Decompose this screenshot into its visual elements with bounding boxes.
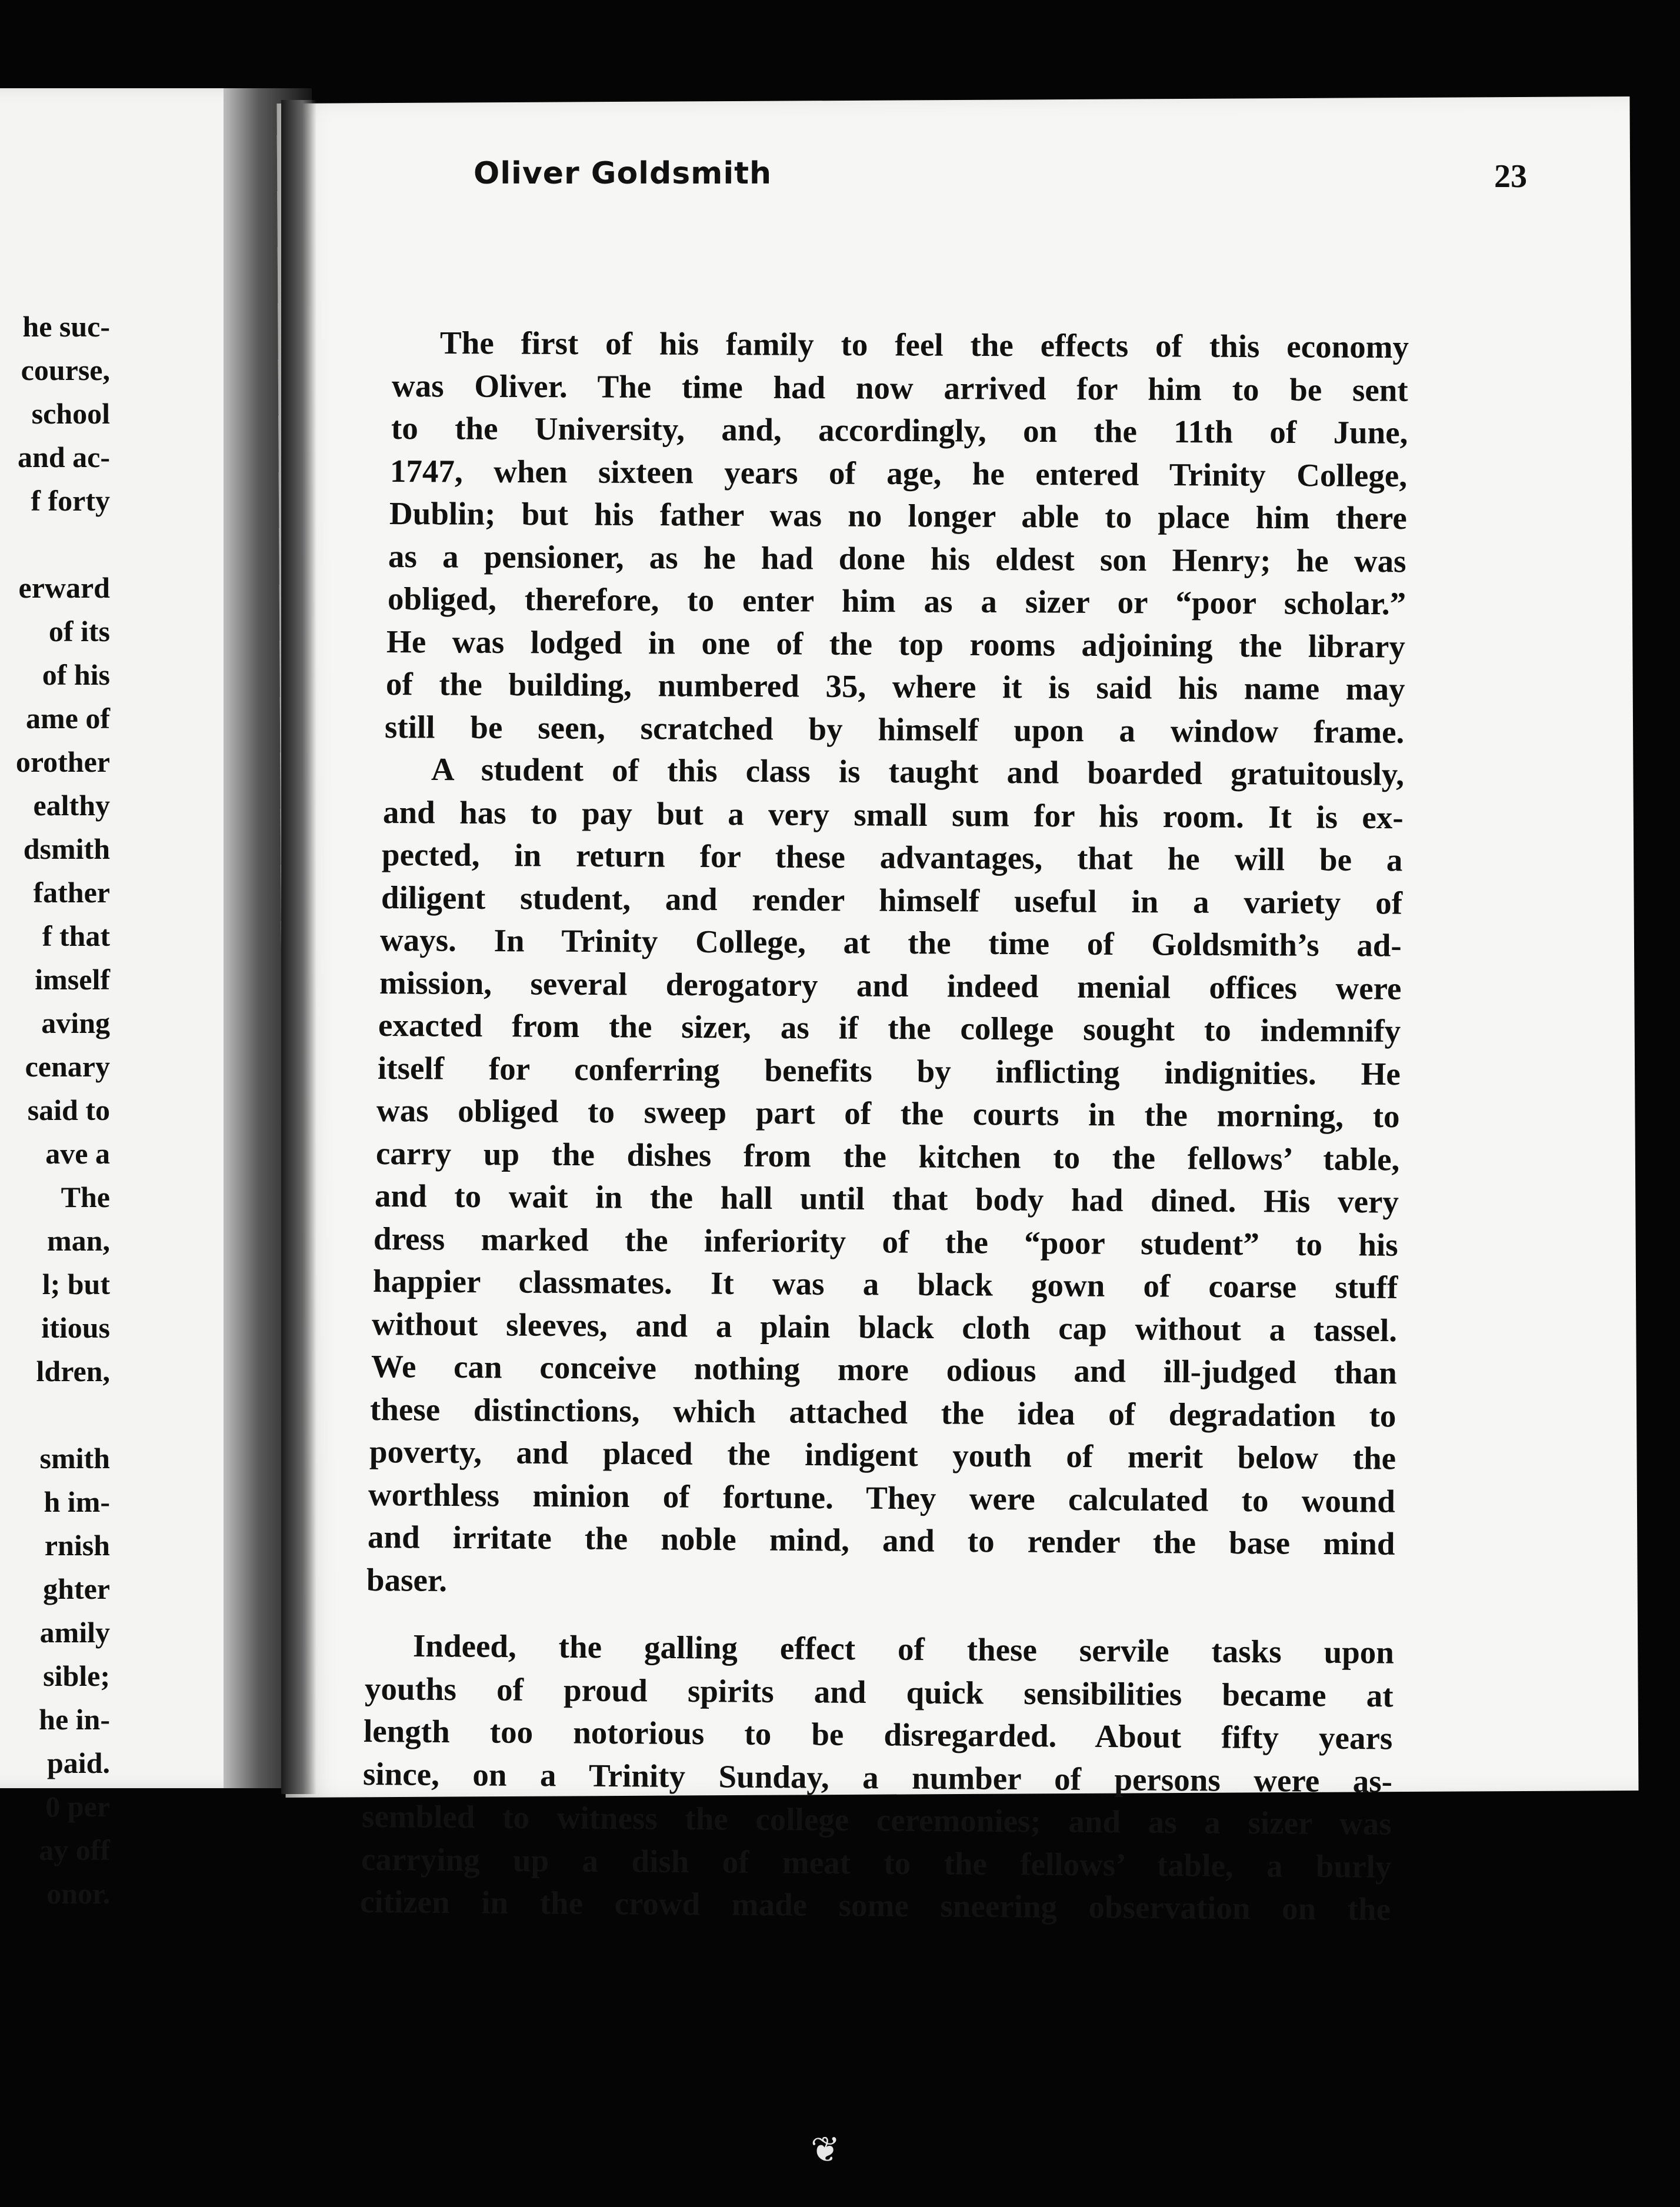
- left-page-line: The: [61, 1181, 110, 1213]
- left-page-line: man,: [47, 1224, 110, 1257]
- left-page-line: onor.: [46, 1877, 110, 1910]
- left-page-line: f that: [42, 919, 110, 952]
- left-page-line: imself: [35, 963, 110, 996]
- body-line: pected, in return for these advantages, that he will be a: [382, 836, 1403, 878]
- body-line: carrying up a dish of meat to the fellows’ table, a burly: [361, 1841, 1392, 1885]
- body-line: without sleeves, and a plain black cloth cap without a tassel.: [372, 1305, 1398, 1348]
- left-page-line: dsmith: [23, 832, 110, 865]
- left-page-line: itious: [41, 1311, 110, 1344]
- body-line: and has to pay but a very small sum for his room. It is ex-: [382, 794, 1404, 835]
- body-line: We can conceive nothing more odious and ill-judged than: [371, 1348, 1397, 1391]
- left-page-line: 0 per: [45, 1790, 110, 1823]
- body-line: and to wait in the hall until that body had dined. His very: [374, 1178, 1399, 1220]
- body-line: as a pensioner, as he had done his eldest son Henry; he was: [388, 538, 1406, 579]
- body-line: since, on a Trinity Sunday, a number of persons were as-: [362, 1755, 1393, 1799]
- body-line: length too notorious to be disregarded. About fifty years: [364, 1713, 1393, 1756]
- body-line: He was lodged in one of the top rooms adjoining the library: [386, 623, 1406, 665]
- body-line: ways. In Trinity College, at the time of Goldsmith’s ad-: [380, 922, 1402, 964]
- body-line: Dublin; but his father was no longer able to place him there: [389, 495, 1407, 536]
- left-page-line: ealthy: [33, 789, 110, 822]
- left-page-line: erward: [18, 571, 110, 604]
- left-page-line: he in-: [39, 1703, 110, 1736]
- running-title: Oliver Goldsmith: [474, 156, 772, 191]
- body-line: was obliged to sweep part of the courts in the morning, to: [376, 1092, 1400, 1135]
- left-page-line: school: [31, 397, 110, 430]
- left-page-line: aving: [41, 1006, 110, 1039]
- left-page-line: ame of: [26, 702, 110, 735]
- left-page-line: rnish: [44, 1529, 110, 1562]
- body-line: obliged, therefore, to enter him as a sizer or “poor scholar.”: [387, 581, 1406, 622]
- left-page-line: amily: [39, 1616, 110, 1649]
- left-page-line: ay off: [39, 1833, 110, 1866]
- left-page-line: and ac-: [18, 441, 110, 474]
- page-spine-shadow: [281, 100, 316, 1794]
- left-page-line: father: [33, 876, 110, 909]
- left-page-line: f forty: [31, 484, 110, 517]
- body-line: youths of proud spirits and quick sensibilities became at: [364, 1670, 1394, 1713]
- body-line: and irritate the noble mind, and to render the base mind: [367, 1519, 1395, 1562]
- left-page-line: cenary: [25, 1050, 110, 1083]
- left-page-line: sible;: [43, 1659, 110, 1692]
- left-page-line: l; but: [42, 1268, 110, 1301]
- body-line: of the building, numbered 35, where it is said his name may: [385, 666, 1405, 707]
- left-page-line: ghter: [43, 1572, 110, 1605]
- body-line: was Oliver. The time had now arrived for him to be sent: [392, 367, 1409, 408]
- body-line: dress marked the inferiority of the “poor student” to his: [374, 1220, 1399, 1263]
- body-line: worthless minion of fortune. They were calculated to wound: [368, 1476, 1396, 1519]
- left-page-line: h im-: [44, 1485, 110, 1518]
- left-page-line: course,: [21, 354, 110, 386]
- left-page-line: paid.: [46, 1746, 110, 1779]
- left-page-line: he suc-: [22, 310, 110, 343]
- body-line: to the University, and, accordingly, on the 11th of June,: [391, 410, 1408, 451]
- page-number: 23: [1494, 158, 1527, 195]
- left-page-line: of its: [48, 615, 110, 648]
- left-page-line: smith: [39, 1442, 110, 1475]
- body-line: carry up the dishes from the kitchen to the fellows’ table,: [375, 1135, 1399, 1177]
- body-line: baser.: [366, 1561, 448, 1598]
- body-line: itself for conferring benefits by inflicting indignities. He: [377, 1049, 1401, 1092]
- left-page-line: orother: [15, 745, 110, 778]
- left-page-line: of his: [42, 658, 110, 691]
- body-line: 1747, when sixteen years of age, he entered Trinity College,: [390, 452, 1408, 494]
- body-line: these distinctions, which attached the idea of degradation to: [370, 1391, 1396, 1433]
- body-line: poverty, and placed the indigent youth of merit below the: [369, 1433, 1396, 1476]
- body-line: citizen in the crowd made some sneering observation on the: [359, 1883, 1391, 1928]
- body-line: exacted from the sizer, as if the college sought to indemnify: [378, 1007, 1401, 1049]
- paragraph-first-line: A student of this class is taught and boarded gratuitously,: [431, 751, 1404, 792]
- body-line: happier classmates. It was a black gown of coarse stuff: [372, 1263, 1398, 1305]
- body-line: still be seen, scratched by himself upon a window frame.: [384, 708, 1405, 750]
- left-facing-page: [0, 88, 262, 1910]
- body-line: diligent student, and render himself useful in a variety of: [381, 879, 1403, 921]
- body-line: sembled to witness the college ceremonies; and as a sizer was: [362, 1798, 1392, 1842]
- paragraph-first-line: The first of his family to feel the effects of this economy: [439, 325, 1409, 365]
- body-line: mission, several derogatory and indeed menial offices were: [379, 964, 1402, 1006]
- footer-ornament-icon: ❦: [811, 2129, 841, 2171]
- left-page-line: ldren,: [36, 1355, 110, 1388]
- left-page-line: said to: [27, 1094, 110, 1126]
- left-page-line: ave a: [45, 1137, 110, 1170]
- paragraph-first-line: Indeed, the galling effect of these servile tasks upon: [412, 1628, 1394, 1671]
